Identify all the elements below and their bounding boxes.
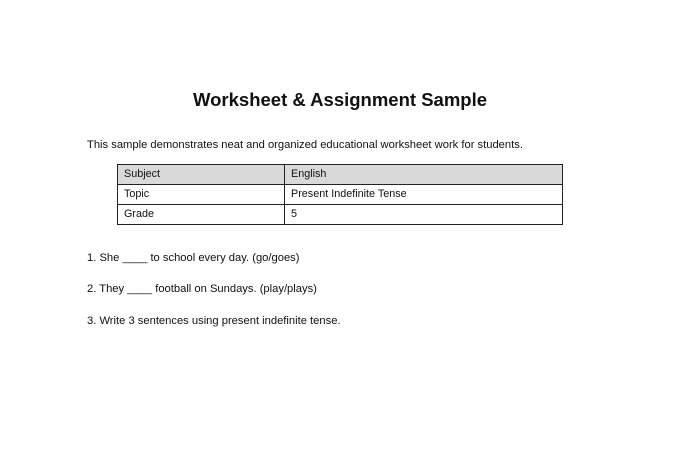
table-row: [118, 165, 563, 185]
table-cell-label: Grade: [118, 205, 285, 225]
table-cell-label: Topic: [118, 185, 285, 205]
question-2: 2. They ____ football on Sundays. (play/plays): [87, 283, 317, 295]
info-table: [117, 164, 563, 225]
table-cell-label: Subject: [118, 165, 285, 185]
page-title: Worksheet & Assignment Sample: [192, 89, 488, 110]
table-cell-value: Present Indefinite Tense: [285, 185, 563, 205]
question-3: 3. Write 3 sentences using present indefinite tense.: [87, 315, 341, 327]
table-cell-value: English: [285, 165, 563, 185]
question-1: 1. She ____ to school every day. (go/goes): [87, 252, 300, 264]
table-cell-value: 5: [285, 205, 563, 225]
table-row: [118, 185, 563, 205]
table-row: [118, 205, 563, 225]
intro-paragraph: This sample demonstrates neat and organized educational worksheet work for students.: [87, 139, 523, 151]
